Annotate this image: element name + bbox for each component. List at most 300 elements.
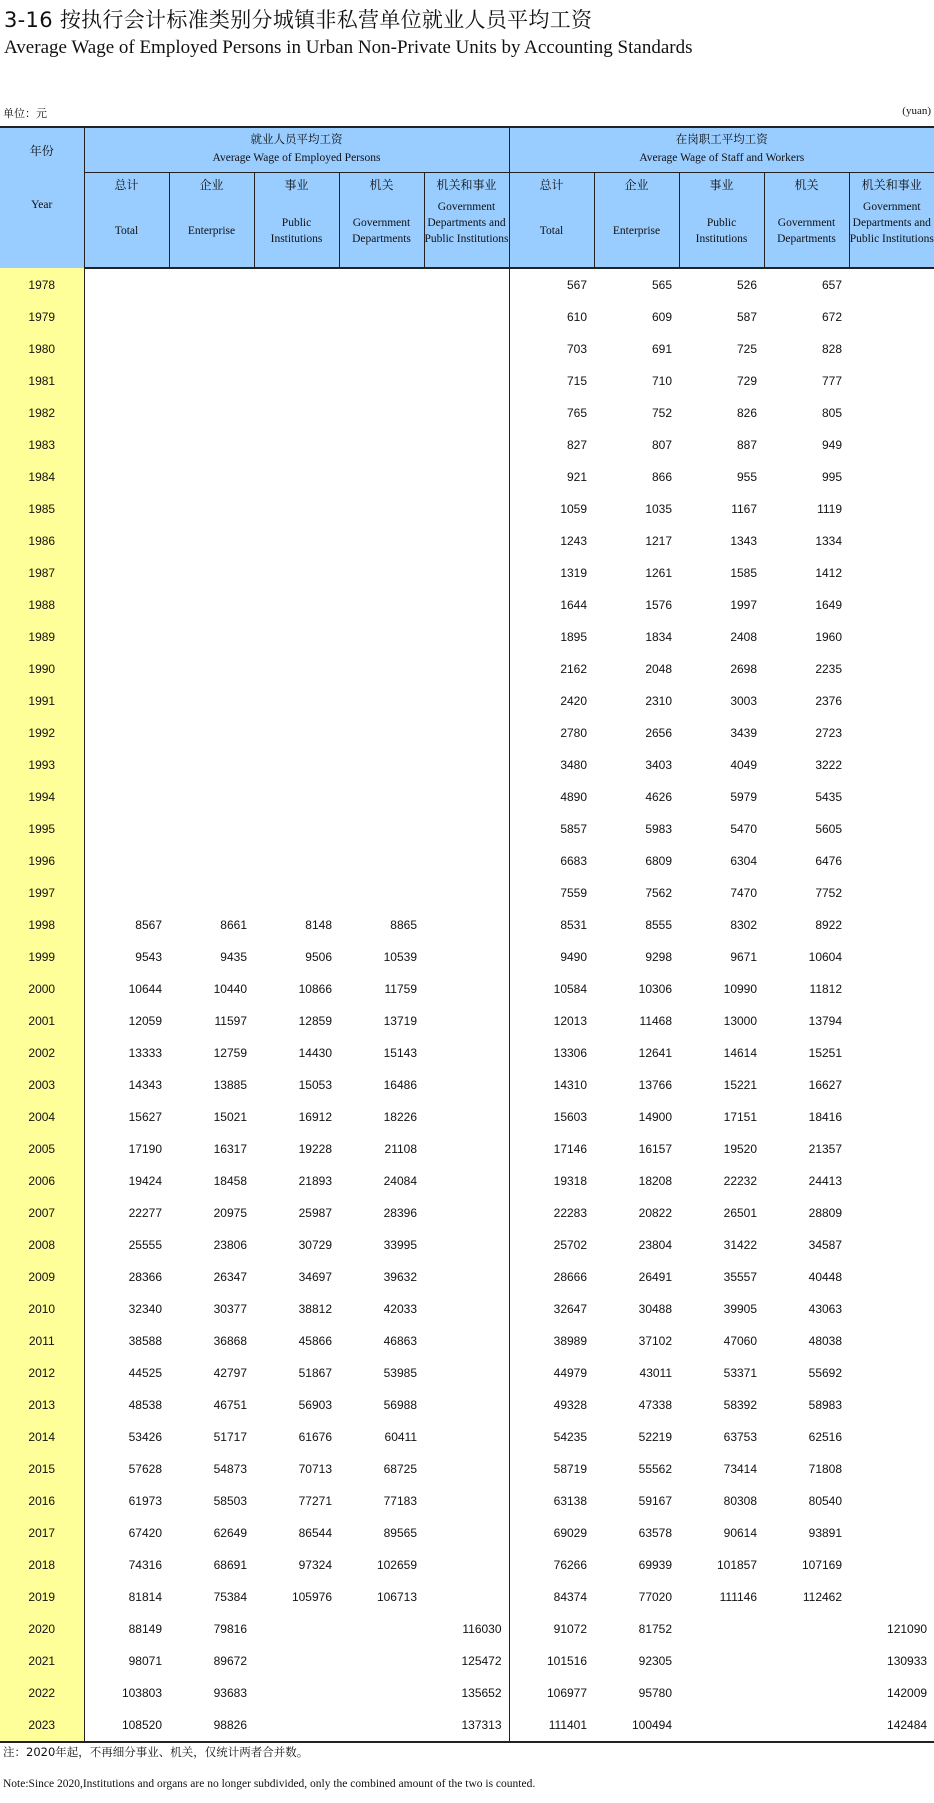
value-cell: 1576 — [645, 598, 673, 612]
table-row — [0, 877, 934, 909]
value-cell: 135652 — [461, 1686, 502, 1700]
value-cell — [849, 365, 934, 397]
value-cell: 15021 — [213, 1110, 247, 1124]
value-cell: 108520 — [121, 1718, 162, 1732]
value-cell: 672 — [821, 310, 843, 324]
value-cell — [424, 909, 509, 941]
value-cell: 10866 — [298, 982, 332, 996]
value-cell — [254, 589, 339, 621]
value-cell: 2698 — [730, 662, 758, 676]
value-cell — [424, 1165, 509, 1197]
value-cell: 15627 — [128, 1110, 162, 1124]
value-cell — [424, 429, 509, 461]
value-cell — [254, 365, 339, 397]
year-cell: 1981 — [0, 365, 84, 397]
value-cell: 101516 — [509, 1645, 594, 1677]
value-cell: 98826 — [213, 1718, 247, 1732]
value-cell: 13794 — [808, 1014, 843, 1028]
value-cell: 14430 — [298, 1046, 332, 1060]
value-cell: 63138 — [509, 1485, 594, 1517]
value-cell: 23804 — [638, 1238, 673, 1252]
year-cell: 2009 — [0, 1261, 84, 1293]
value-cell: 7562 — [645, 886, 673, 900]
value-cell: 35557 — [723, 1270, 758, 1284]
value-cell — [424, 1421, 509, 1453]
value-cell: 63753 — [723, 1430, 758, 1444]
table-row — [0, 1261, 934, 1293]
value-cell: 2376 — [815, 694, 843, 708]
value-cell: 69029 — [509, 1517, 594, 1549]
table-body — [0, 268, 934, 1742]
value-cell: 8922 — [815, 918, 843, 932]
value-cell — [424, 1485, 509, 1517]
value-cell — [339, 589, 424, 621]
value-cell: 43063 — [808, 1302, 843, 1316]
year-cell: 1991 — [0, 685, 84, 717]
value-cell — [84, 429, 169, 461]
group-employed-persons — [84, 127, 509, 173]
value-cell: 42033 — [383, 1302, 417, 1316]
value-cell: 142009 — [887, 1686, 928, 1700]
table-row — [0, 333, 934, 365]
subheader-label-cn: 企业 — [624, 178, 649, 192]
value-cell — [424, 301, 509, 333]
year-cell: 2016 — [0, 1485, 84, 1517]
value-cell — [339, 621, 424, 653]
value-cell — [254, 781, 339, 813]
value-cell: 28809 — [808, 1206, 843, 1220]
value-cell: 112462 — [802, 1590, 843, 1604]
value-cell: 805 — [821, 406, 843, 420]
subheader-g1-4 — [424, 173, 509, 269]
value-cell — [849, 397, 934, 429]
value-cell: 80540 — [808, 1494, 843, 1508]
value-cell: 79816 — [213, 1622, 247, 1636]
value-cell: 45866 — [298, 1334, 332, 1348]
value-cell: 12013 — [509, 1005, 594, 1037]
table-title-chinese: 3-16 按执行会计标准类别分城镇非私营单位就业人员平均工资 — [4, 8, 593, 32]
value-cell: 137313 — [461, 1718, 502, 1732]
value-cell — [84, 845, 169, 877]
value-cell — [849, 1453, 934, 1485]
value-cell — [849, 973, 934, 1005]
value-cell — [339, 493, 424, 525]
value-cell: 53985 — [383, 1366, 417, 1380]
value-cell: 58719 — [509, 1453, 594, 1485]
value-cell — [169, 365, 254, 397]
value-cell — [169, 717, 254, 749]
value-cell: 1644 — [509, 589, 594, 621]
value-cell: 105976 — [291, 1590, 332, 1604]
value-cell — [849, 589, 934, 621]
value-cell: 1243 — [509, 525, 594, 557]
value-cell: 6809 — [645, 854, 673, 868]
value-cell — [84, 525, 169, 557]
subheader-label-cn: 机关和事业 — [861, 178, 922, 192]
table-row — [0, 717, 934, 749]
value-cell: 46751 — [213, 1398, 247, 1412]
value-cell: 715 — [509, 365, 594, 397]
value-cell — [169, 813, 254, 845]
value-cell: 1217 — [645, 534, 673, 548]
value-cell — [849, 941, 934, 973]
subheader-label-en: Government Departments — [352, 217, 411, 245]
value-cell — [84, 397, 169, 429]
table-row — [0, 621, 934, 653]
value-cell: 60411 — [384, 1430, 417, 1444]
value-cell — [339, 1677, 424, 1709]
value-cell: 53371 — [723, 1366, 758, 1380]
value-cell: 89565 — [383, 1526, 417, 1540]
value-cell: 81752 — [638, 1622, 673, 1636]
value-cell: 121090 — [887, 1622, 928, 1636]
value-cell: 44979 — [509, 1357, 594, 1389]
year-cell: 1995 — [0, 813, 84, 845]
value-cell: 22232 — [723, 1174, 758, 1188]
value-cell: 39632 — [383, 1270, 417, 1284]
value-cell — [339, 333, 424, 365]
value-cell: 4626 — [645, 790, 673, 804]
value-cell — [84, 621, 169, 653]
year-cell: 1979 — [0, 301, 84, 333]
value-cell — [169, 653, 254, 685]
value-cell: 93683 — [213, 1686, 247, 1700]
value-cell: 6476 — [815, 854, 843, 868]
table-row — [0, 1677, 934, 1709]
value-cell — [84, 557, 169, 589]
table-row — [0, 589, 934, 621]
value-cell — [254, 717, 339, 749]
year-cell: 2012 — [0, 1357, 84, 1389]
value-cell: 19318 — [509, 1165, 594, 1197]
value-cell: 1585 — [730, 566, 758, 580]
value-cell: 2420 — [509, 685, 594, 717]
value-cell: 75384 — [213, 1590, 247, 1604]
value-cell — [424, 717, 509, 749]
value-cell — [254, 429, 339, 461]
year-cell: 2010 — [0, 1293, 84, 1325]
value-cell: 39905 — [723, 1302, 758, 1316]
table-row — [0, 1101, 934, 1133]
value-cell — [84, 461, 169, 493]
value-cell: 17190 — [128, 1142, 162, 1156]
value-cell — [849, 1261, 934, 1293]
value-cell: 51717 — [213, 1430, 247, 1444]
value-cell: 609 — [651, 310, 673, 324]
value-cell — [424, 941, 509, 973]
value-cell — [84, 589, 169, 621]
value-cell: 15221 — [723, 1078, 758, 1092]
footnote-english: Note:Since 2020,Institutions and organs are no longer subdivided, only the combined amount of the two is counted. — [3, 1778, 536, 1790]
value-cell: 28666 — [509, 1261, 594, 1293]
value-cell: 752 — [651, 406, 673, 420]
value-cell: 111146 — [719, 1590, 758, 1604]
year-cell: 1998 — [0, 909, 84, 941]
value-cell: 51867 — [298, 1366, 332, 1380]
value-cell: 25555 — [128, 1238, 162, 1252]
value-cell: 77271 — [298, 1494, 332, 1508]
value-cell: 11759 — [384, 982, 417, 996]
value-cell — [679, 1709, 764, 1742]
value-cell: 2656 — [645, 726, 673, 740]
subheader-label-en: Total — [539, 225, 564, 237]
value-cell: 13306 — [509, 1037, 594, 1069]
value-cell — [849, 621, 934, 653]
value-cell — [424, 557, 509, 589]
year-cell: 2023 — [0, 1709, 84, 1742]
value-cell — [424, 1037, 509, 1069]
value-cell — [254, 268, 339, 301]
value-cell: 1119 — [817, 502, 843, 516]
value-cell — [169, 301, 254, 333]
value-cell: 142484 — [887, 1718, 928, 1732]
value-cell: 1343 — [730, 534, 758, 548]
value-cell: 777 — [821, 374, 843, 388]
value-cell: 48538 — [128, 1398, 162, 1412]
value-cell: 40448 — [808, 1270, 843, 1284]
value-cell: 10440 — [213, 982, 247, 996]
value-cell — [169, 493, 254, 525]
subheader-g1-1 — [169, 173, 254, 269]
value-cell: 106713 — [376, 1590, 417, 1604]
value-cell — [254, 653, 339, 685]
value-cell: 73414 — [723, 1462, 758, 1476]
value-cell — [339, 877, 424, 909]
value-cell — [339, 1645, 424, 1677]
value-cell — [169, 333, 254, 365]
value-cell: 81814 — [128, 1590, 162, 1604]
table-row — [0, 1037, 934, 1069]
value-cell: 107169 — [801, 1558, 843, 1572]
value-cell: 9506 — [305, 950, 332, 964]
value-cell — [339, 685, 424, 717]
value-cell: 14614 — [723, 1046, 758, 1060]
value-cell — [849, 493, 934, 525]
value-cell: 1035 — [645, 502, 673, 516]
value-cell: 58983 — [808, 1398, 843, 1412]
value-cell — [849, 1421, 934, 1453]
value-cell: 17146 — [509, 1133, 594, 1165]
value-cell: 3222 — [815, 758, 843, 772]
value-cell — [849, 1069, 934, 1101]
value-cell — [849, 1293, 934, 1325]
value-cell: 13885 — [213, 1078, 247, 1092]
value-cell — [254, 877, 339, 909]
value-cell — [424, 333, 509, 365]
year-cell: 1993 — [0, 749, 84, 781]
table-row — [0, 397, 934, 429]
value-cell: 24084 — [383, 1174, 417, 1188]
value-cell: 130933 — [887, 1654, 928, 1668]
footnote-chinese: 注：2020年起，不再细分事业、机关，仅统计两者合并数。 — [3, 1745, 309, 1759]
value-cell: 80308 — [723, 1494, 758, 1508]
value-cell: 11597 — [214, 1014, 247, 1028]
value-cell — [424, 493, 509, 525]
table-row — [0, 1453, 934, 1485]
value-cell — [424, 1133, 509, 1165]
value-cell — [84, 653, 169, 685]
value-cell — [849, 653, 934, 685]
table-row — [0, 1421, 934, 1453]
year-cell: 2021 — [0, 1645, 84, 1677]
value-cell — [254, 397, 339, 429]
subheader-g1-0 — [84, 173, 169, 269]
year-cell: 2011 — [0, 1325, 84, 1357]
value-cell: 8302 — [730, 918, 758, 932]
value-cell: 86544 — [298, 1526, 332, 1540]
value-cell: 47060 — [723, 1334, 758, 1348]
value-cell — [339, 781, 424, 813]
value-cell: 526 — [736, 278, 758, 292]
value-cell: 12759 — [213, 1046, 247, 1060]
value-cell: 57628 — [128, 1462, 162, 1476]
year-cell: 1980 — [0, 333, 84, 365]
value-cell: 10990 — [723, 982, 758, 996]
value-cell — [424, 973, 509, 1005]
value-cell: 3439 — [730, 726, 758, 740]
unit-label-english: (yuan) — [902, 105, 931, 117]
value-cell — [254, 1709, 339, 1742]
value-cell — [849, 557, 934, 589]
value-cell: 20822 — [638, 1206, 673, 1220]
value-cell: 8865 — [390, 918, 417, 932]
value-cell: 56903 — [298, 1398, 332, 1412]
value-cell: 587 — [736, 310, 758, 324]
value-cell: 93891 — [808, 1526, 843, 1540]
year-cell: 2017 — [0, 1517, 84, 1549]
value-cell — [339, 301, 424, 333]
value-cell — [849, 429, 934, 461]
value-cell — [339, 397, 424, 429]
value-cell: 7470 — [730, 886, 758, 900]
value-cell — [169, 781, 254, 813]
year-cell: 1987 — [0, 557, 84, 589]
value-cell: 725 — [736, 342, 758, 356]
value-cell: 26501 — [723, 1206, 758, 1220]
value-cell — [424, 845, 509, 877]
value-cell — [84, 781, 169, 813]
value-cell — [339, 749, 424, 781]
value-cell — [254, 1645, 339, 1677]
year-cell: 1996 — [0, 845, 84, 877]
table-row — [0, 1485, 934, 1517]
value-cell: 55562 — [638, 1462, 673, 1476]
value-cell: 38588 — [128, 1334, 162, 1348]
value-cell — [84, 268, 169, 301]
value-cell: 55692 — [808, 1366, 843, 1380]
subheader-label-en: Enterprise — [612, 225, 661, 237]
value-cell: 30488 — [638, 1302, 673, 1316]
value-cell — [169, 877, 254, 909]
value-cell — [339, 653, 424, 685]
year-cell: 1990 — [0, 653, 84, 685]
value-cell: 15143 — [383, 1046, 417, 1060]
value-cell — [254, 621, 339, 653]
value-cell — [254, 845, 339, 877]
value-cell: 25702 — [509, 1229, 594, 1261]
year-cell: 2015 — [0, 1453, 84, 1485]
value-cell — [254, 1677, 339, 1709]
year-cell: 1986 — [0, 525, 84, 557]
value-cell: 5983 — [645, 822, 673, 836]
value-cell — [849, 909, 934, 941]
value-cell: 3480 — [509, 749, 594, 781]
value-cell: 6683 — [509, 845, 594, 877]
table-row — [0, 653, 934, 685]
value-cell: 8661 — [220, 918, 247, 932]
table-row — [0, 557, 934, 589]
value-cell: 5979 — [730, 790, 758, 804]
value-cell — [764, 1645, 849, 1677]
value-cell: 76266 — [509, 1549, 594, 1581]
subheader-label-en: Public Institutions — [270, 217, 323, 245]
value-cell: 21893 — [298, 1174, 332, 1188]
value-cell: 101857 — [716, 1558, 758, 1572]
value-cell: 729 — [736, 374, 758, 388]
value-cell: 71808 — [808, 1462, 843, 1476]
value-cell: 103803 — [121, 1686, 162, 1700]
value-cell: 15053 — [298, 1078, 332, 1092]
value-cell — [84, 493, 169, 525]
value-cell — [339, 525, 424, 557]
table-row — [0, 1069, 934, 1101]
value-cell — [339, 717, 424, 749]
value-cell: 16912 — [298, 1110, 332, 1124]
table-row — [0, 461, 934, 493]
value-cell: 12641 — [638, 1046, 673, 1060]
value-cell — [169, 268, 254, 301]
value-cell: 19228 — [298, 1142, 332, 1156]
year-cell: 2002 — [0, 1037, 84, 1069]
value-cell: 10604 — [808, 950, 843, 964]
year-header — [0, 127, 84, 268]
value-cell: 30729 — [298, 1238, 332, 1252]
subheader-g2-1 — [594, 173, 679, 269]
value-cell — [424, 1293, 509, 1325]
value-cell — [254, 525, 339, 557]
table-row — [0, 1645, 934, 1677]
value-cell: 955 — [736, 470, 758, 484]
value-cell: 56988 — [383, 1398, 417, 1412]
value-cell: 32340 — [128, 1302, 162, 1316]
value-cell: 4890 — [509, 781, 594, 813]
value-cell: 100494 — [631, 1718, 673, 1732]
value-cell — [169, 525, 254, 557]
value-cell — [849, 1549, 934, 1581]
year-cell: 1989 — [0, 621, 84, 653]
value-cell: 2048 — [645, 662, 673, 676]
value-cell — [424, 1357, 509, 1389]
value-cell — [254, 557, 339, 589]
value-cell — [84, 717, 169, 749]
value-cell — [84, 685, 169, 717]
value-cell: 38812 — [298, 1302, 332, 1316]
value-cell: 19520 — [723, 1142, 758, 1156]
value-cell: 32647 — [509, 1293, 594, 1325]
value-cell — [84, 301, 169, 333]
value-cell: 11812 — [809, 982, 843, 996]
value-cell: 2408 — [730, 630, 758, 644]
value-cell: 63578 — [638, 1526, 673, 1540]
year-cell: 2020 — [0, 1613, 84, 1645]
table-row — [0, 1005, 934, 1037]
value-cell: 13719 — [383, 1014, 417, 1028]
value-cell: 37102 — [638, 1334, 673, 1348]
value-cell: 7559 — [509, 877, 594, 909]
value-cell — [849, 1485, 934, 1517]
value-cell: 8531 — [509, 909, 594, 941]
value-cell: 1059 — [509, 493, 594, 525]
